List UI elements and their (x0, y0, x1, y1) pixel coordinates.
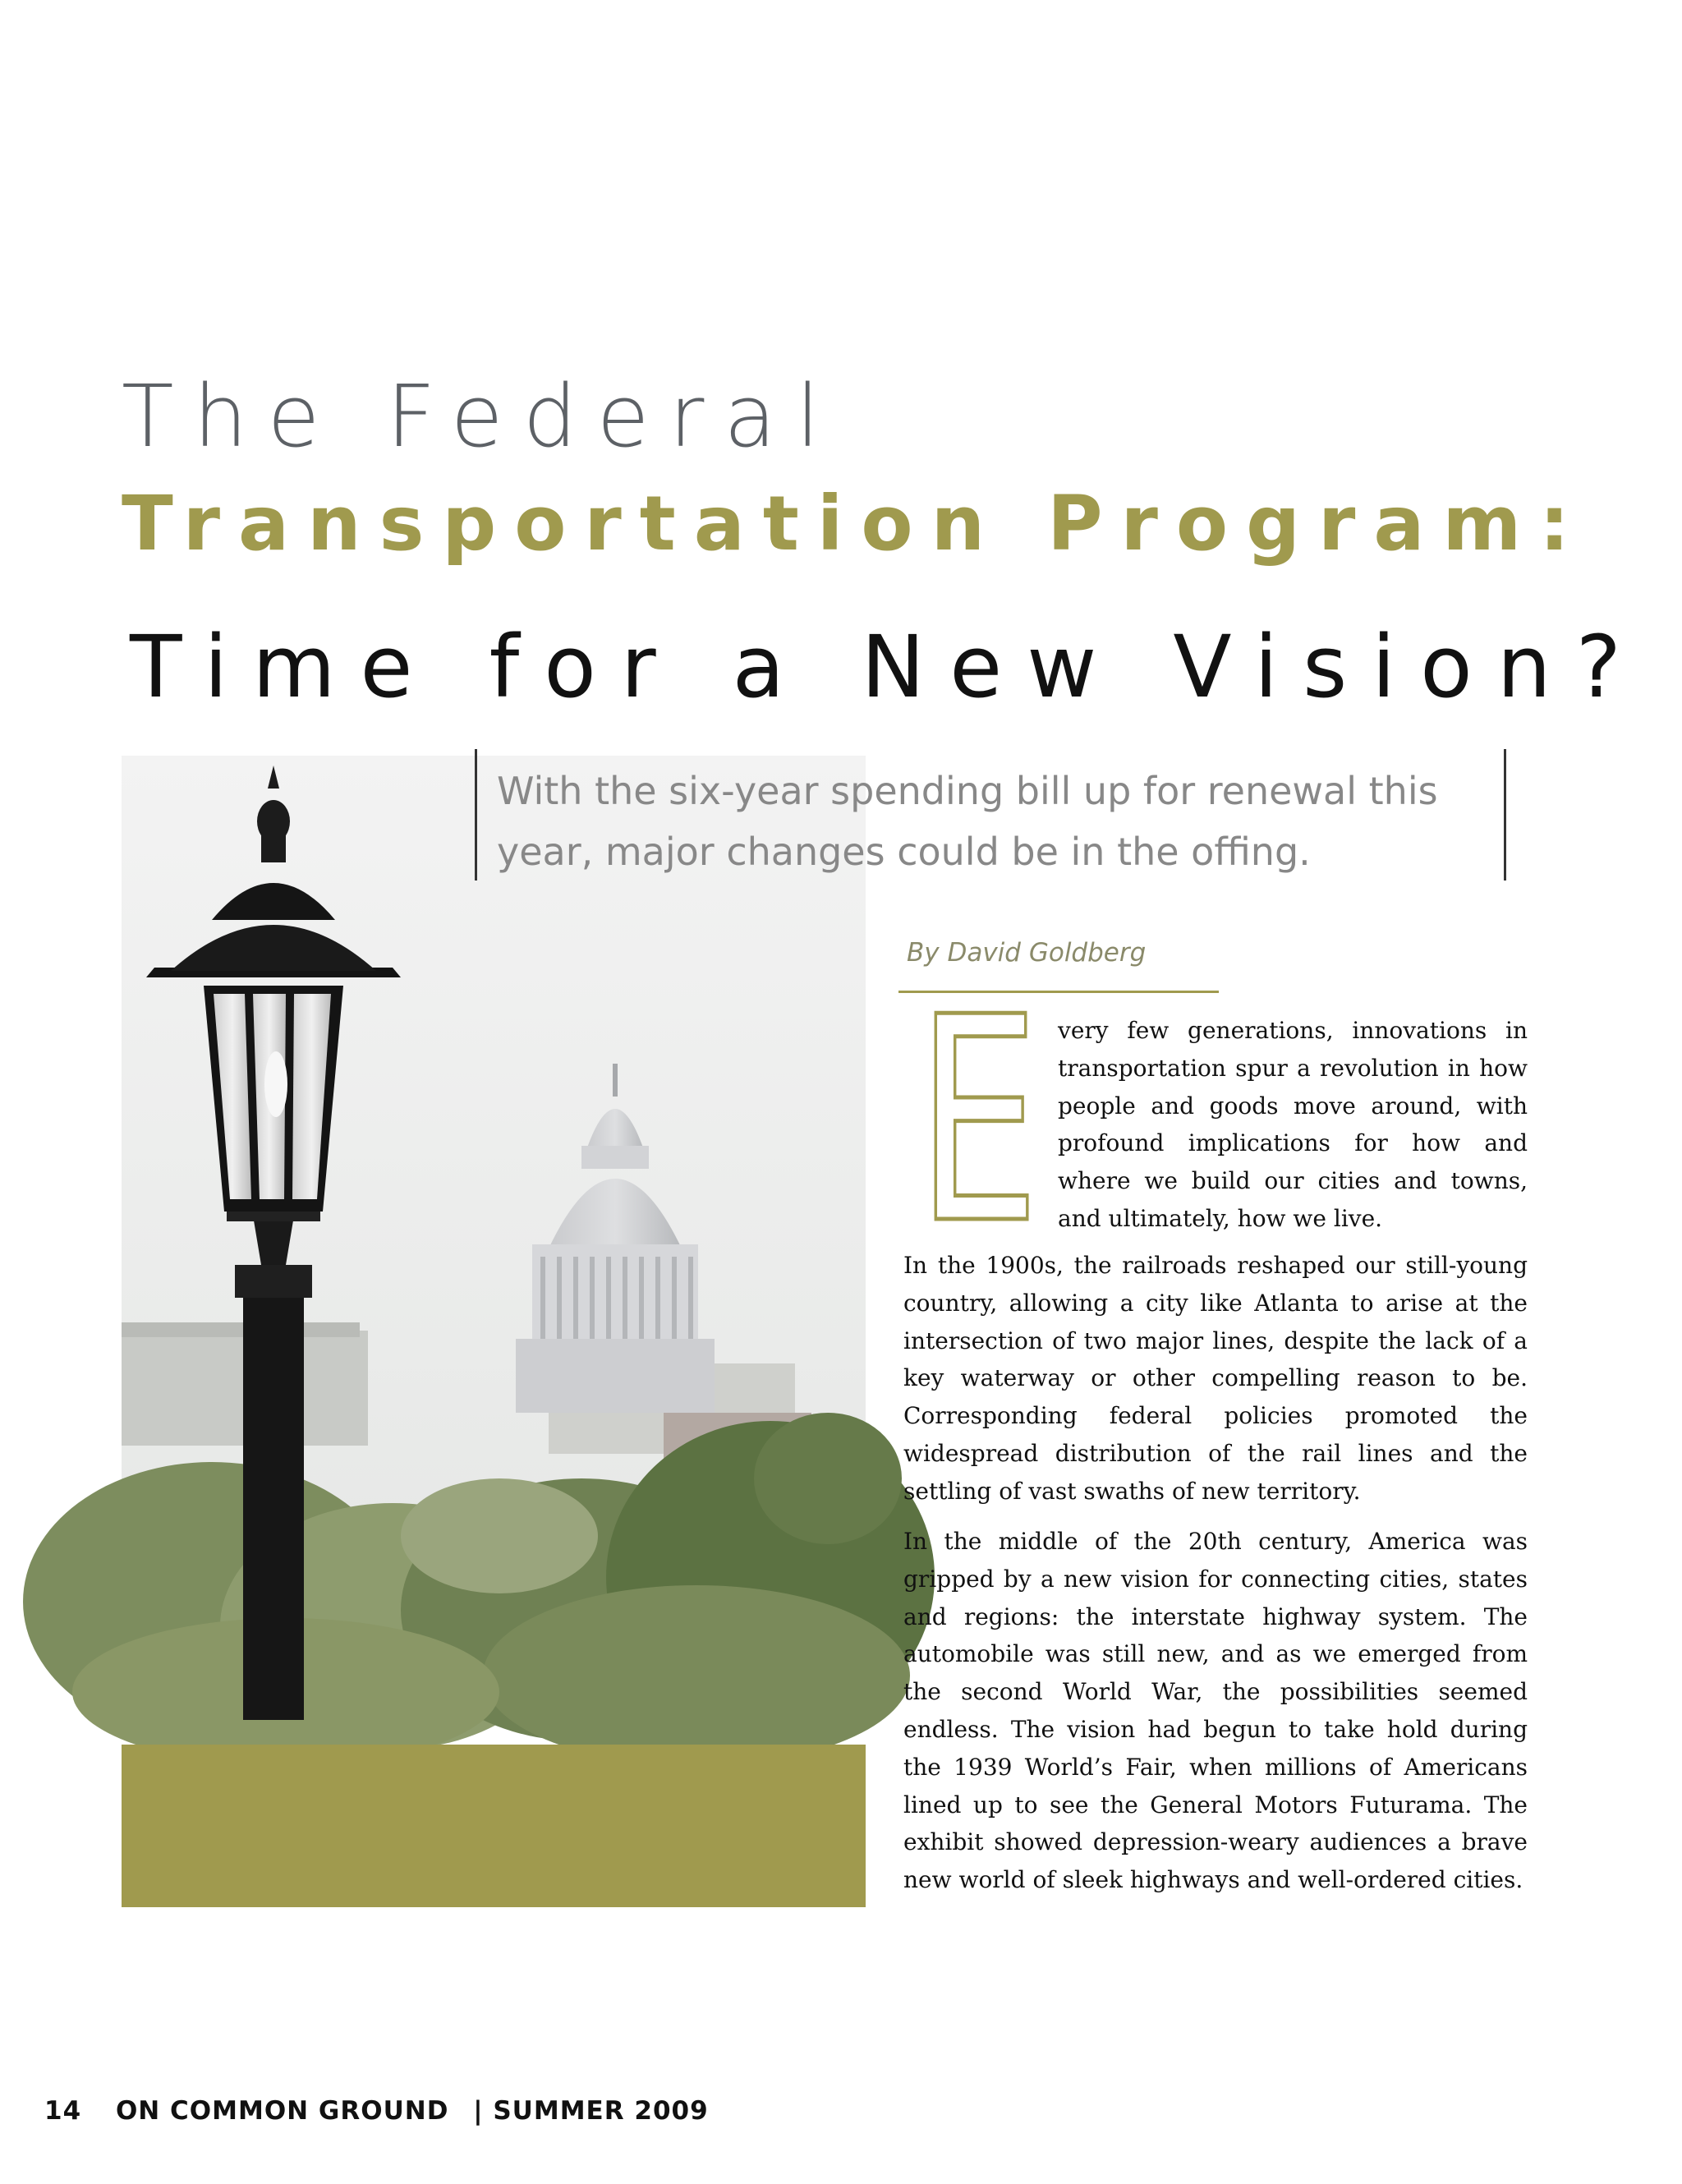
olive-color-block (122, 1745, 866, 1907)
page-number: 14 (44, 2096, 82, 2126)
issue-date: | SUMMER 2009 (473, 2096, 709, 2126)
lamppost-capitol-photo (122, 756, 866, 1720)
title-line-1: The Federal (122, 366, 839, 467)
drop-cap-letter: E (917, 958, 1040, 1286)
article-deck (475, 749, 1506, 880)
paragraph-2: In the 1900s, the railroads reshaped our still-young country, allowing a city like Atlanta to arise at the intersection of two major lines, despite the lack of a key waterway or other compelling reason to be. Corresponding federal policies promoted the widespread distribution of the rail lines and the settling of vast swaths of new territory. (903, 1252, 1528, 1505)
deck-text: With the six-year spending bill up for renewal this year, major changes could be in the offing. (497, 769, 1438, 874)
title-line-2: Transportation Program: (122, 480, 1588, 568)
title-line-3: Time for a New Vision? (130, 617, 1646, 717)
paragraph-3: In the middle of the 20th century, America was gripped by a new vision for connecting cities, states and regions: the interstate highway system. The automobile was still new, and as we emerged from the second World War, the possibilities seemed endless. The vision had begun to take hold during the 1939 World’s Fair, when millions of Americans lined up to see the General Motors Futurama. The exhibit showed depression-weary audiences a brave new world of sleek highways and well-ordered cities. (903, 1528, 1528, 1894)
paragraph-1: very few generations, innovations in transportation spur a revolution in how people and goods move around, with profound implications for how and where we build our cities and towns, and ultimately, how we live. (1058, 1017, 1528, 1232)
publication-name: ON COMMON GROUND (115, 2096, 449, 2126)
byline: By David Goldberg (907, 938, 1147, 968)
drop-cap (917, 958, 1040, 1286)
page-footer (44, 2096, 709, 2126)
